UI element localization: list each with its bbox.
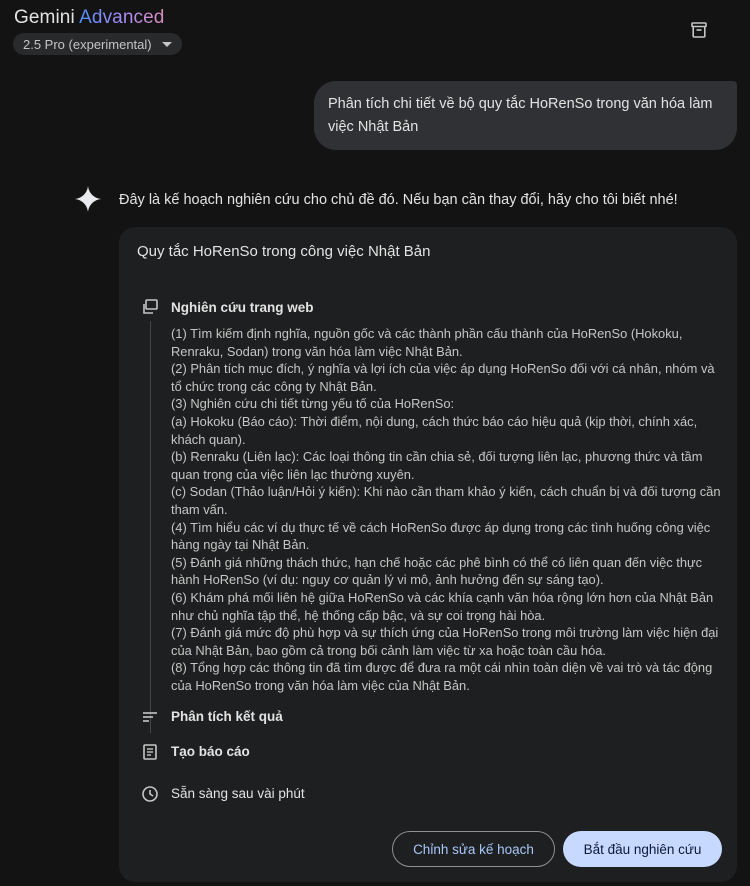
plan-line: (2) Phân tích mục đích, ý nghĩa và lợi ích của việc áp dụng HoRenSo đối với cá nhân, nhóm và tổ chức trong các công ty Nhật Bản. [171, 361, 715, 394]
plan-line: (7) Đánh giá mức độ phù hợp và sự thích ứng của HoRenSo trong môi trường làm việc hiện đại của Nhật Bản, bao gồm cả trong bối cảnh làm việc từ xa hoặc toàn cầu hóa. [171, 625, 719, 658]
plan-line: (4) Tìm hiểu các ví dụ thực tế về cách HoRenSo được áp dụng trong các tình huống công việc hàng ngày tại Nhật Bản. [171, 519, 711, 553]
model-selector[interactable] [13, 33, 182, 55]
step-analyze-results: Phân tích kết quả [171, 709, 283, 724]
web-research-icon [141, 298, 159, 316]
app-brand [14, 7, 164, 29]
user-message: Phân tích chi tiết về bộ quy tắc HoRenSo trong văn hóa làm việc Nhật Bản [314, 81, 737, 150]
plan-line: (5) Đánh giá những thách thức, hạn chế hoặc các phê bình có thể có liên quan đến việc thực hành HoRenSo (ví dụ: nguy cơ quản lý vi mô, ảnh hưởng đến sự sáng tạo). [171, 554, 703, 588]
edit-plan-button[interactable]: Chỉnh sửa kế hoạch [392, 831, 555, 867]
step-web-research: Nghiên cứu trang web [171, 300, 314, 315]
analyze-results-icon [141, 708, 159, 726]
plan-line: (b) Renraku (Liên lạc): Các loại thông tin cần chia sẻ, đối tượng liên lạc, phương thức và tầm quan trọng của việc liên lạc thường xuyên. [171, 449, 703, 482]
clock-icon [141, 785, 159, 803]
plan-line: (c) Sodan (Thảo luận/Hỏi ý kiến): Khi nào cần tham khảo ý kiến, cách chuẩn bị và đối tượng cần tham vấn. [171, 484, 721, 517]
archive-icon[interactable] [689, 20, 709, 40]
research-plan-card [119, 227, 737, 882]
plan-line: (3) Nghiên cứu chi tiết từng yếu tố của HoRenSo: [171, 396, 455, 412]
caret-down-icon [162, 42, 172, 47]
brand-tier: Advanced [79, 7, 165, 28]
model-label: 2.5 Pro (experimental) [23, 36, 152, 52]
plan-line: (a) Hokoku (Báo cáo): Thời điểm, nội dung, cách thức báo cáo hiệu quả (kịp thời, chính xác, khách quan). [171, 413, 698, 447]
brand-name: Gemini [14, 7, 75, 28]
plan-details [171, 325, 723, 694]
plan-line: (1) Tìm kiếm định nghĩa, nguồn gốc và các thành phần cấu thành của HoRenSo (Hokoku, Renraku, Sodan) trong văn hóa làm việc Nhật Bản. [171, 326, 683, 359]
plan-title: Quy tắc HoRenSo trong công việc Nhật Bản [137, 243, 431, 260]
ready-estimate: Sẵn sàng sau vài phút [171, 786, 305, 801]
gemini-sparkle-icon [75, 186, 101, 212]
plan-line: (6) Khám phá mối liên hệ giữa HoRenSo và các khía cạnh văn hóa rộng lớn hơn của Nhật Bản như chủ nghĩa tập thể, hệ thống cấp bậc, và sự coi trọng hài hòa. [171, 589, 714, 623]
plan-line: (8) Tổng hợp các thông tin đã tìm được để đưa ra một cái nhìn toàn diện về vai trò và tác động của HoRenSo trong văn hóa làm việc của Nhật Bản. [171, 660, 713, 693]
start-research-button[interactable]: Bắt đầu nghiên cứu [563, 831, 722, 867]
step-create-report: Tạo báo cáo [171, 744, 250, 759]
assistant-intro: Đây là kế hoạch nghiên cứu cho chủ đề đó. Nếu bạn cần thay đổi, hãy cho tôi biết nhé! [119, 192, 678, 208]
timeline-line [150, 321, 151, 733]
report-icon [141, 743, 159, 761]
